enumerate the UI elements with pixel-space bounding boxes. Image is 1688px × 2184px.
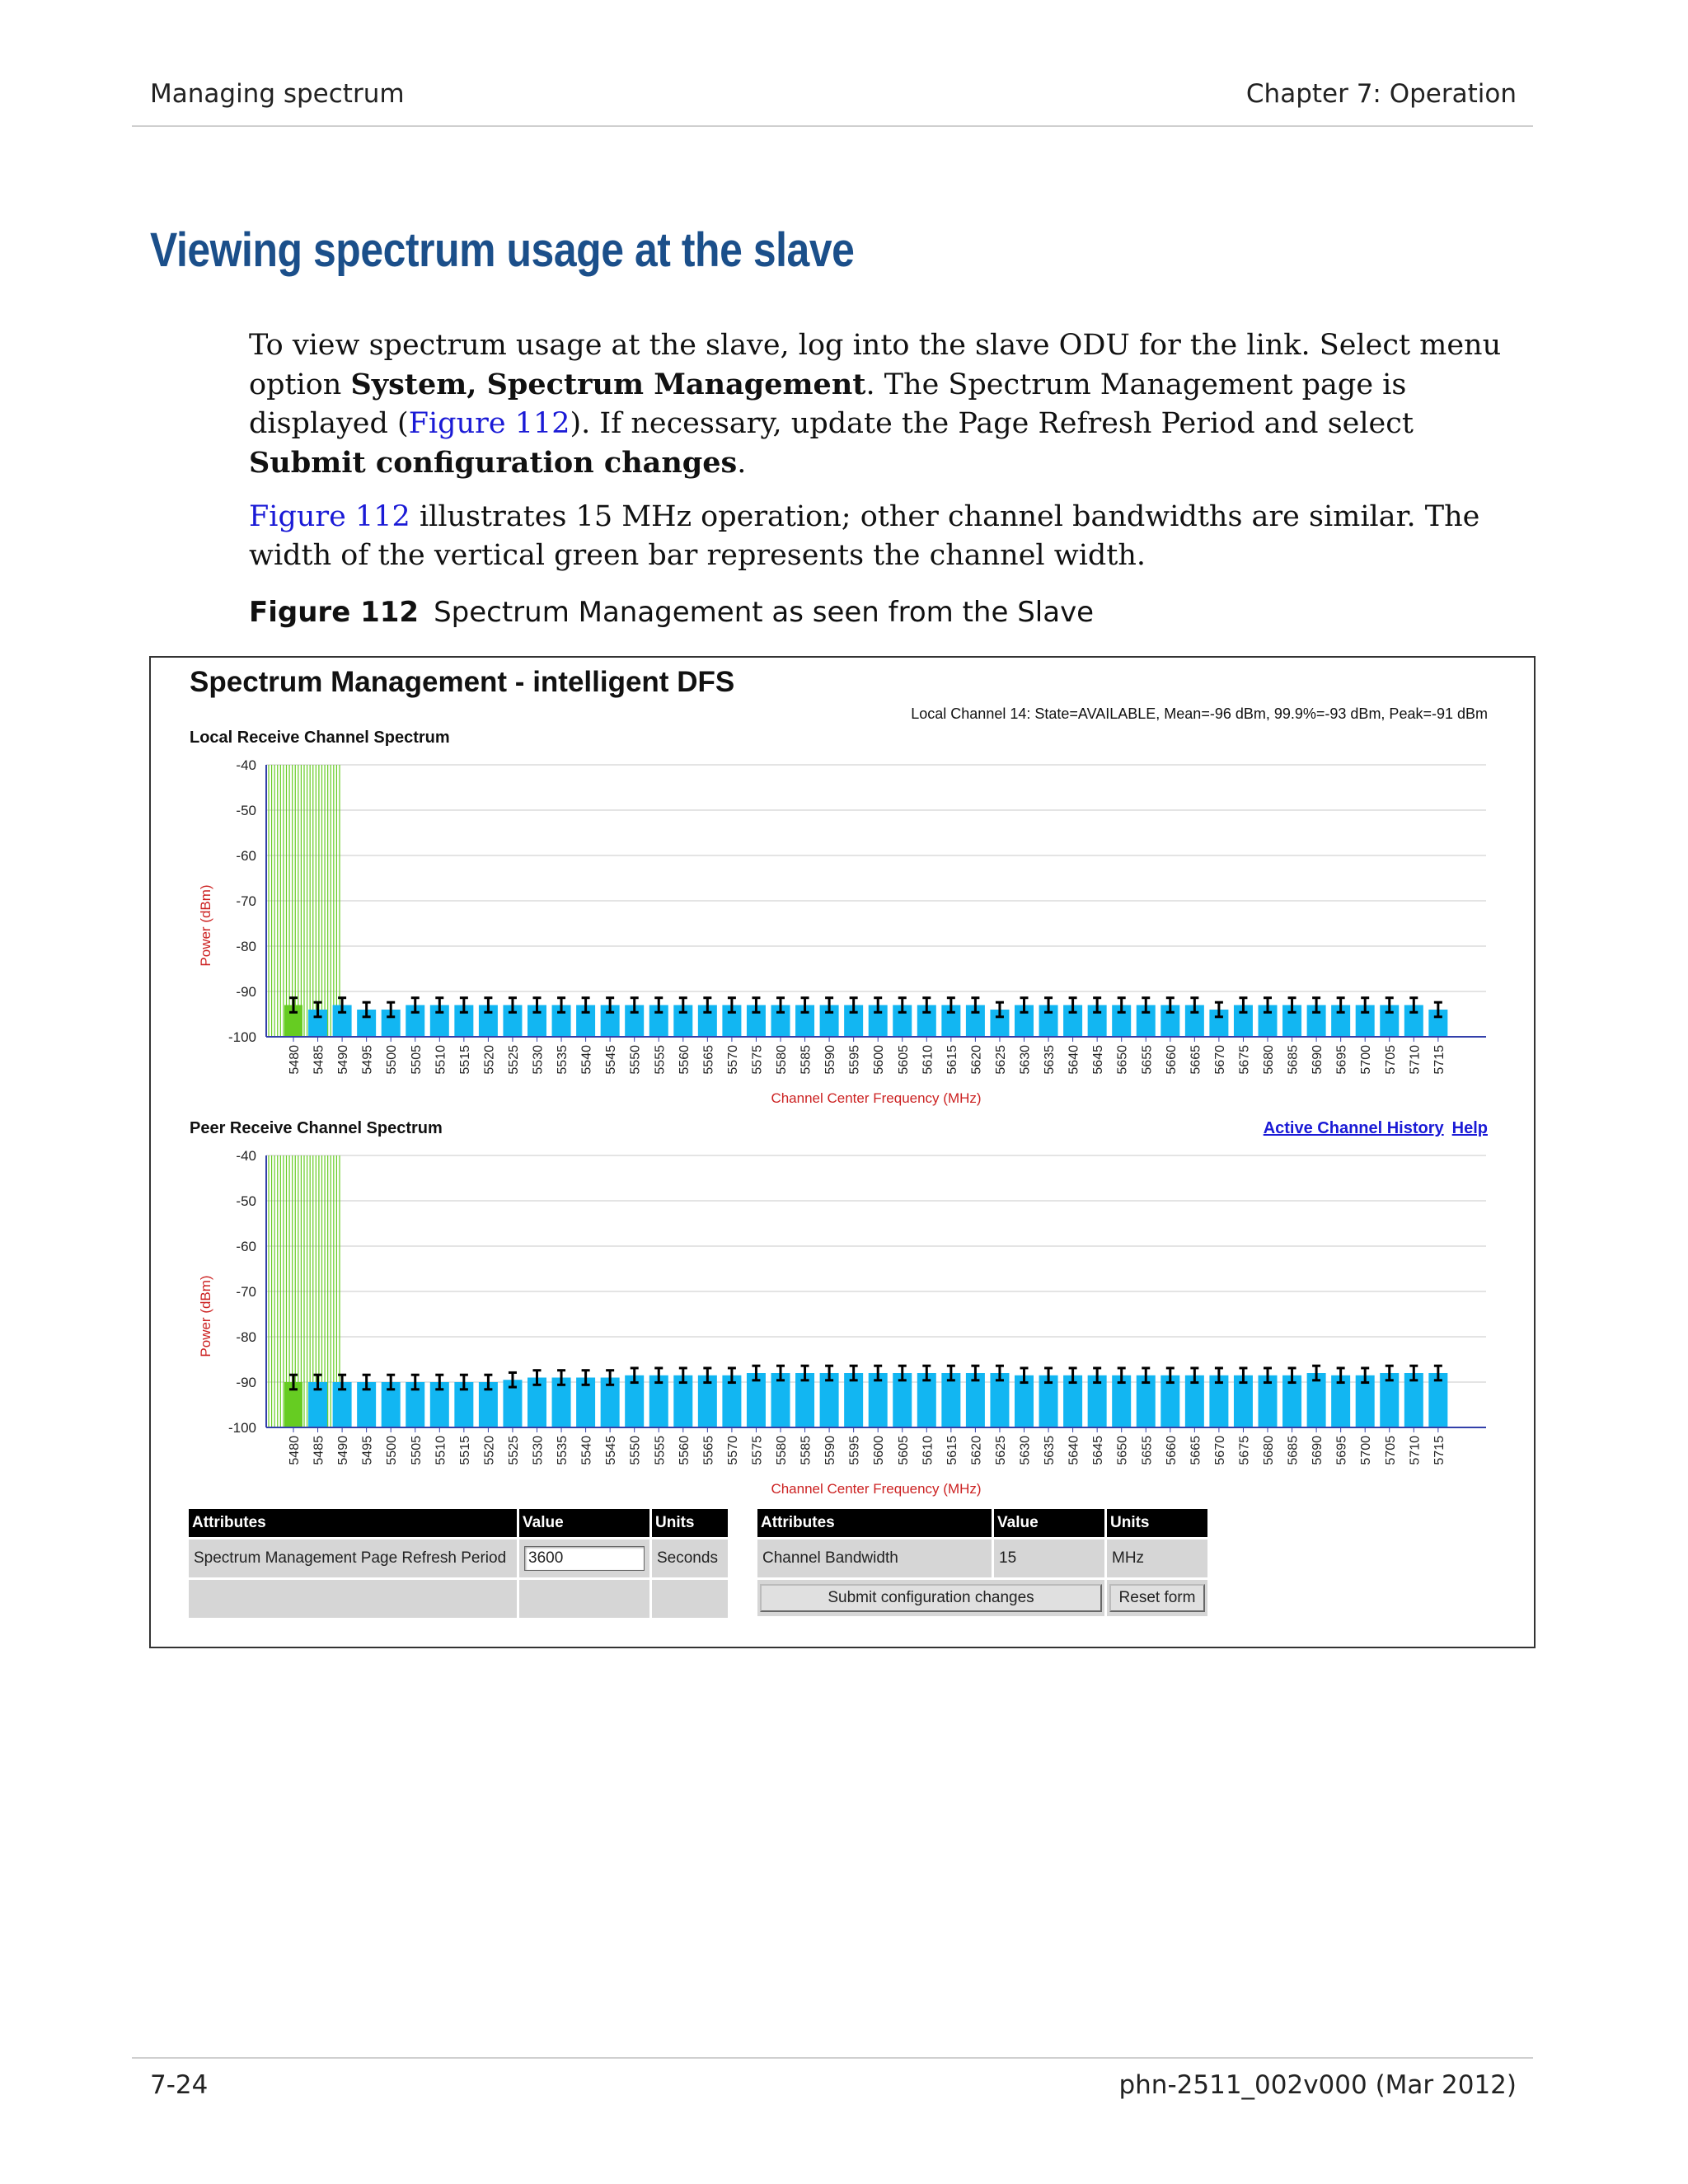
x-tick-label: 5650 [1115,1045,1130,1075]
y-tick-label: -50 [236,803,256,818]
header-value: Value [519,1509,649,1537]
figure-caption-label: Figure 112 [249,596,420,629]
x-tick-label: 5655 [1140,1045,1155,1075]
submit-cell [757,1580,1104,1616]
para1-bold-2: Submit configuration changes [249,446,738,480]
x-tick-label: 5525 [506,1045,521,1075]
x-tick-label: 5580 [775,1045,789,1075]
local-spectrum-chart [151,747,1536,1106]
x-tick-label: 5585 [799,1436,814,1465]
channel-bandwidth-units: MHz [1107,1540,1207,1577]
x-tick-label: 5645 [1091,1436,1106,1465]
y-tick-label: -70 [236,1284,256,1300]
x-tick-label: 5570 [725,1436,740,1465]
x-tick-label: 5505 [409,1436,424,1465]
header-left: Managing spectrum [150,79,405,109]
channel-bandwidth-label: Channel Bandwidth [757,1540,992,1577]
local-spectrum-label: Local Receive Channel Spectrum [190,729,450,747]
y-tick-label: -60 [236,1239,256,1254]
empty-cell [189,1580,517,1618]
para2-text: illustrates 15 MHz operation; other channel bandwidths are similar. The width of the vertical green bar represents the channel width. [249,500,1480,572]
header-attributes: Attributes [757,1509,992,1537]
refresh-period-units: Seconds [652,1540,728,1577]
x-tick-label: 5595 [847,1436,862,1465]
document-id: phn-2511_002v000 (Mar 2012) [1118,2070,1517,2100]
x-tick-label: 5620 [969,1045,984,1075]
x-tick-label: 5570 [725,1045,740,1075]
spectrum-management-screen [149,656,1536,1648]
header-units: Units [652,1509,728,1537]
x-tick-label: 5680 [1262,1045,1276,1075]
x-tick-label: 5565 [701,1436,716,1465]
x-tick-label: 5525 [506,1436,521,1465]
x-tick-label: 5695 [1334,1045,1349,1075]
x-tick-label: 5535 [556,1436,570,1465]
x-tick-label: 5590 [823,1436,838,1465]
x-tick-label: 5600 [872,1045,887,1075]
x-tick-label: 5530 [531,1436,546,1465]
x-tick-label: 5610 [921,1045,935,1075]
x-tick-label: 5625 [993,1045,1008,1075]
figure-caption-text: Spectrum Management as seen from the Slave [434,596,1095,629]
x-tick-label: 5685 [1286,1045,1301,1075]
x-tick-label: 5520 [482,1436,497,1465]
x-tick-label: 5585 [799,1045,814,1075]
reset-cell [1107,1580,1207,1616]
para1-text-4: . [737,447,747,480]
x-axis-label: Channel Center Frequency (MHz) [771,1481,982,1497]
y-axis-label: Power (dBm) [198,884,213,967]
x-tick-label: 5555 [653,1436,668,1465]
x-tick-label: 5710 [1408,1436,1423,1465]
x-tick-label: 5485 [312,1045,326,1075]
x-tick-label: 5715 [1432,1045,1447,1075]
x-tick-label: 5660 [1164,1436,1179,1465]
x-tick-label: 5580 [775,1436,789,1465]
header-attributes: Attributes [189,1509,517,1537]
header-right: Chapter 7: Operation [1245,79,1517,109]
x-tick-label: 5635 [1043,1045,1057,1075]
para1-text-1: To view spectrum usage at the slave, log into the slave ODU for the link. Select menu option [249,329,1502,401]
x-tick-label: 5500 [385,1436,400,1465]
empty-cell [652,1580,728,1618]
x-tick-label: 5535 [556,1045,570,1075]
section-title: Viewing spectrum usage at the slave [150,223,855,277]
empty-cell [519,1580,649,1618]
x-tick-label: 5625 [993,1436,1008,1465]
refresh-period-cell [519,1540,649,1577]
header-rule [132,125,1533,127]
x-tick-label: 5685 [1286,1436,1301,1465]
x-tick-label: 5630 [1018,1045,1033,1075]
y-tick-label: -90 [236,1375,256,1390]
x-tick-label: 5545 [604,1436,619,1465]
x-tick-label: 5600 [872,1436,887,1465]
x-tick-label: 5705 [1383,1436,1398,1465]
x-tick-label: 5675 [1237,1436,1252,1465]
x-tick-label: 5665 [1189,1436,1203,1465]
x-tick-label: 5640 [1067,1045,1081,1075]
reset-form-button[interactable]: Reset form [1109,1584,1205,1612]
y-axis-label: Power (dBm) [198,1275,213,1357]
x-tick-label: 5510 [434,1436,448,1465]
header-value: Value [994,1509,1104,1537]
local-channel-status: Local Channel 14: State=AVAILABLE, Mean=-96 dBm, 99.9%=-93 dBm, Peak=-91 dBm [911,705,1488,722]
figure-link-2[interactable]: Figure 112 [249,500,410,533]
para1-bold-1: System, Spectrum Management [350,368,866,401]
para1-text-3: ). If necessary, update the Page Refresh Period and select [570,407,1414,440]
x-tick-label: 5595 [847,1045,862,1075]
x-tick-label: 5495 [360,1045,375,1075]
x-tick-label: 5710 [1408,1045,1423,1075]
help-link[interactable]: Help [1451,1119,1488,1137]
x-tick-label: 5615 [945,1045,959,1075]
x-tick-label: 5715 [1432,1436,1447,1465]
figure-link[interactable]: Figure 112 [408,407,570,440]
x-tick-label: 5575 [750,1045,765,1075]
active-channel-history-link[interactable]: Active Channel History [1263,1119,1444,1137]
x-tick-label: 5670 [1212,1436,1227,1465]
x-tick-label: 5675 [1237,1045,1252,1075]
x-tick-label: 5510 [434,1045,448,1075]
x-tick-label: 5680 [1262,1436,1276,1465]
x-tick-label: 5590 [823,1045,838,1075]
x-tick-label: 5650 [1115,1436,1130,1465]
y-tick-label: -60 [236,848,256,864]
x-tick-label: 5545 [604,1045,619,1075]
x-tick-label: 5640 [1067,1436,1081,1465]
x-tick-label: 5505 [409,1045,424,1075]
x-tick-label: 5540 [579,1045,594,1075]
x-tick-label: 5490 [336,1045,351,1075]
screen-title: Spectrum Management - intelligent DFS [190,666,735,698]
y-tick-label: -40 [236,1148,256,1164]
intro-paragraph [249,326,1535,483]
x-tick-label: 5550 [628,1045,643,1075]
x-tick-label: 5690 [1311,1045,1325,1075]
x-tick-label: 5490 [336,1436,351,1465]
chart-links [1255,1119,1488,1138]
x-tick-label: 5495 [360,1436,375,1465]
refresh-attributes-table [186,1507,730,1620]
header-units: Units [1107,1509,1207,1537]
x-tick-label: 5485 [312,1436,326,1465]
x-tick-label: 5630 [1018,1436,1033,1465]
bandwidth-attributes-table [755,1507,1210,1619]
x-axis-label: Channel Center Frequency (MHz) [771,1090,982,1106]
x-tick-label: 5655 [1140,1436,1155,1465]
page-number: 7-24 [150,2070,209,2100]
peer-spectrum-chart [151,1137,1536,1497]
x-tick-label: 5690 [1311,1436,1325,1465]
x-tick-label: 5520 [482,1045,497,1075]
peer-spectrum-label: Peer Receive Channel Spectrum [190,1119,443,1137]
x-tick-label: 5555 [653,1045,668,1075]
refresh-period-label: Spectrum Management Page Refresh Period [189,1540,517,1577]
x-tick-label: 5530 [531,1045,546,1075]
x-tick-label: 5665 [1189,1045,1203,1075]
x-tick-label: 5560 [677,1436,692,1465]
x-tick-label: 5695 [1334,1436,1349,1465]
footer-rule [132,2057,1533,2059]
refresh-period-input[interactable]: 3600 [524,1546,645,1571]
x-tick-label: 5565 [701,1045,716,1075]
channel-bandwidth-value: 15 [994,1540,1104,1577]
y-tick-label: -90 [236,984,256,1000]
y-tick-label: -70 [236,893,256,909]
x-tick-label: 5605 [896,1045,911,1075]
x-tick-label: 5705 [1383,1045,1398,1075]
x-tick-label: 5515 [457,1045,472,1075]
submit-configuration-button[interactable]: Submit configuration changes [760,1584,1102,1612]
x-tick-label: 5700 [1359,1436,1374,1465]
para1-text-2: . The Spectrum Management page is displayed ( [249,368,1407,440]
x-tick-label: 5540 [579,1436,594,1465]
x-tick-label: 5605 [896,1436,911,1465]
y-tick-label: -80 [236,1329,256,1345]
y-tick-label: -100 [227,1029,256,1045]
y-tick-label: -50 [236,1193,256,1209]
x-tick-label: 5660 [1164,1045,1179,1075]
x-tick-label: 5645 [1091,1045,1106,1075]
y-tick-label: -40 [236,757,256,773]
second-paragraph [249,498,1535,575]
x-tick-label: 5500 [385,1045,400,1075]
x-tick-label: 5515 [457,1436,472,1465]
x-tick-label: 5615 [945,1436,959,1465]
x-tick-label: 5560 [677,1045,692,1075]
x-tick-label: 5480 [288,1045,302,1075]
x-tick-label: 5550 [628,1436,643,1465]
figure-caption [249,596,1094,629]
x-tick-label: 5575 [750,1436,765,1465]
x-tick-label: 5700 [1359,1045,1374,1075]
x-tick-label: 5620 [969,1436,984,1465]
x-tick-label: 5480 [288,1436,302,1465]
y-tick-label: -80 [236,939,256,954]
x-tick-label: 5670 [1212,1045,1227,1075]
x-tick-label: 5635 [1043,1436,1057,1465]
y-tick-label: -100 [227,1420,256,1436]
x-tick-label: 5610 [921,1436,935,1465]
